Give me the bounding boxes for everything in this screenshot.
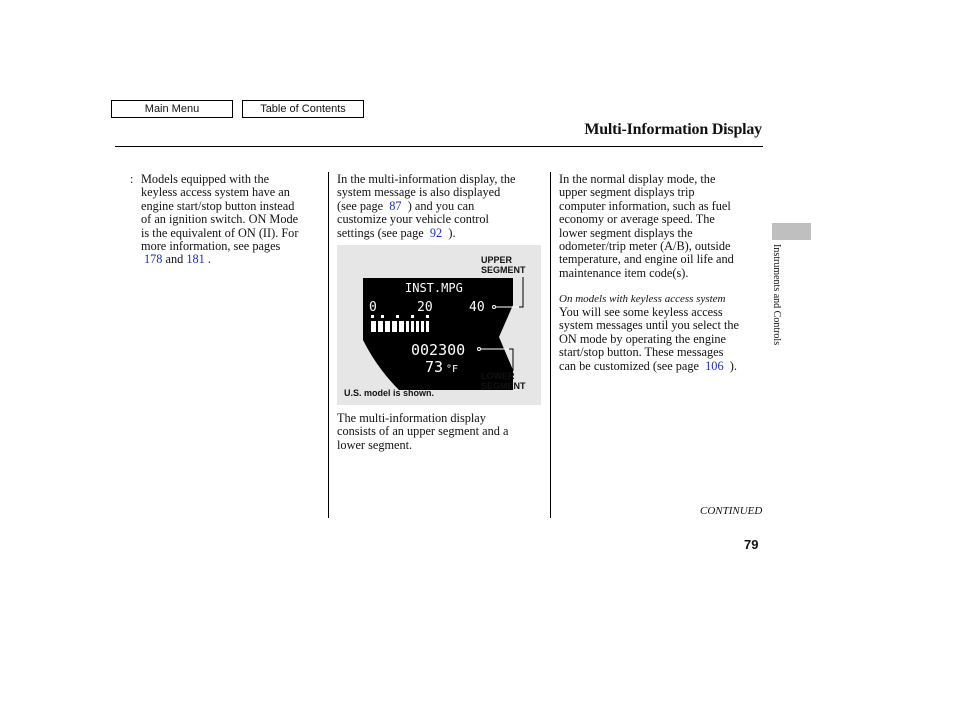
column-3-keyless-text <box>559 306 769 373</box>
multi-info-display-figure <box>337 245 541 405</box>
column-3-text <box>559 173 769 280</box>
text-line: The multi-information display <box>337 411 486 425</box>
text-line: of an ignition switch. ON Mode <box>141 212 299 227</box>
inst-mpg-text: INST.MPG <box>405 281 463 295</box>
customize-line <box>559 360 769 373</box>
page-link-181[interactable]: 181 <box>186 252 205 267</box>
text-line: upper segment displays trip <box>559 185 695 200</box>
temperature-text: 73 <box>425 358 444 376</box>
text-customize: can be customized (see page <box>559 358 699 373</box>
text-line: In the normal display mode, the <box>559 172 716 186</box>
text-close: ). <box>729 358 737 373</box>
page-number: 79 <box>744 537 759 552</box>
text-line: temperature, and engine oil life and <box>559 252 734 267</box>
text-period: . <box>207 252 211 267</box>
text-line: more information, see pages <box>141 239 281 254</box>
lower-segment-label <box>481 372 526 391</box>
page-title: Multi-Information Display <box>584 121 762 138</box>
text-line: keyless access system have an <box>141 185 290 200</box>
text-line: ON mode by operating the engine <box>559 331 726 346</box>
text-line: lower segment. <box>337 437 413 452</box>
text-line: economy or average speed. The <box>559 212 715 227</box>
pages-ref-line <box>141 253 326 266</box>
text-line: engine start/stop button instead <box>141 198 295 213</box>
figure-caption: U.S. model is shown. <box>344 388 435 398</box>
page-link-106[interactable]: 106 <box>705 358 724 373</box>
text-line: system message is also displayed <box>337 185 501 200</box>
see-page-line <box>337 200 547 213</box>
column-divider-1 <box>328 172 329 518</box>
odometer-text: 002300 <box>411 341 466 359</box>
scale-label: 20 <box>417 300 433 315</box>
text-line: In the multi-information display, the <box>337 172 516 186</box>
header-rule <box>115 146 763 147</box>
continued-label: CONTINUED <box>700 505 763 517</box>
text-close: ). <box>448 225 456 240</box>
keyless-subheading: On models with keyless access system <box>559 293 726 305</box>
text-line: lower segment displays the <box>559 225 693 240</box>
column-1-colon: : <box>130 172 134 186</box>
upper-segment-label <box>481 256 526 275</box>
column-2-text <box>337 173 547 240</box>
page-link-92[interactable]: 92 <box>429 225 443 240</box>
column-divider-2 <box>550 172 551 518</box>
scale-label: 40 <box>469 300 485 315</box>
column-1-text <box>141 173 326 267</box>
text-line: You will see some keyless access <box>559 305 723 319</box>
text-line: odometer/trip meter (A/B), outside <box>559 239 731 254</box>
text-line: start/stop button. These messages <box>559 345 724 360</box>
scale-label: 0 <box>369 300 377 315</box>
main-menu-button[interactable]: Main Menu <box>111 100 233 118</box>
text-settings: settings (see page <box>337 225 424 240</box>
label-line: LOWER <box>481 371 515 381</box>
column-2-bottom-text <box>337 412 547 452</box>
text-see-page: (see page <box>337 198 384 213</box>
text-line: computer information, such as fuel <box>559 198 731 213</box>
page-link-87[interactable]: 87 <box>389 198 402 213</box>
section-tab-label <box>772 244 784 374</box>
table-of-contents-button[interactable]: Table of Contents <box>242 100 364 118</box>
text-line: customize your vehicle control <box>337 212 489 227</box>
text-line: maintenance item code(s). <box>559 265 689 280</box>
label-line: SEGMENT <box>481 264 526 275</box>
text-line: ) and you can <box>407 198 475 213</box>
section-tab-text: Instruments and Controls <box>771 244 782 346</box>
text-line: Models equipped with the <box>141 172 270 186</box>
text-line: consists of an upper segment and a <box>337 424 509 439</box>
text-and: and <box>165 252 184 267</box>
text-line: system messages until you select the <box>559 318 739 333</box>
section-tab-marker <box>772 223 811 240</box>
label-line: UPPER <box>481 255 513 265</box>
settings-line <box>337 227 547 240</box>
label-line: SEGMENT <box>481 380 526 391</box>
page-link-178[interactable]: 178 <box>144 252 163 267</box>
temperature-unit: °F <box>446 364 459 375</box>
text-line: is the equivalent of ON (II). For <box>141 225 299 240</box>
